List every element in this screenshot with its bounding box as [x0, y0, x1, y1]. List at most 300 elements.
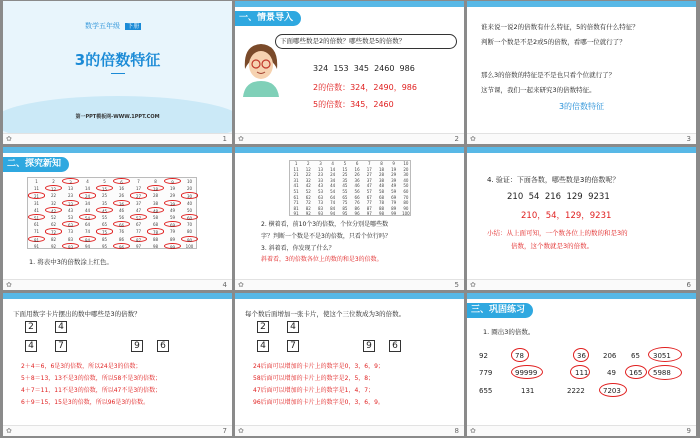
- grid-number: 47: [366, 183, 372, 189]
- answer-circle: [511, 348, 529, 362]
- answer-circle: [648, 347, 682, 362]
- grid-number: 37: [366, 177, 372, 183]
- grid-number: 66: [113, 221, 130, 227]
- paragraph-4: 这节课，我们一起来研究3的倍数特征。: [481, 86, 596, 94]
- grid-number: 18: [147, 185, 164, 191]
- grid-number: 49: [391, 183, 397, 189]
- grid-number: 22: [50, 193, 57, 199]
- grid-number: 11: [33, 186, 40, 192]
- star-icon: ✿: [470, 427, 476, 435]
- slide-footer: [3, 279, 232, 290]
- grid-number: 59: [391, 189, 397, 194]
- paragraph-1: 谁来说一说2的倍数有什么特征，5的倍数有什么特征？: [481, 23, 639, 31]
- grid-number: 19: [169, 186, 176, 192]
- grid-number: 97: [135, 243, 142, 249]
- grid-number: 60: [181, 214, 198, 220]
- top-band: [467, 147, 696, 153]
- task-instruction: 1. 将表中3的倍数涂上红色。: [29, 258, 113, 266]
- star-icon: ✿: [6, 135, 12, 143]
- grid-number: 38: [378, 177, 385, 183]
- grid-number: 97: [366, 211, 372, 217]
- answer-circle: [599, 383, 627, 397]
- grid-number: 48: [378, 183, 385, 189]
- grid-number: 64: [84, 222, 91, 228]
- grid-number: 99: [164, 243, 181, 249]
- grid-number: 62: [305, 194, 311, 200]
- grid-number: 85: [342, 205, 348, 211]
- grid-number: 12: [305, 166, 311, 172]
- multiples-of-2-line: 2的倍数：324，2490，986: [313, 83, 417, 92]
- grid-number: 91: [293, 211, 299, 217]
- grid-number: 63: [317, 194, 324, 200]
- grid-number: 79: [169, 229, 176, 235]
- grid-number: 67: [135, 222, 142, 228]
- grid-number: 26: [118, 193, 125, 199]
- grid-number: 94: [330, 211, 336, 217]
- grid-number: 71: [293, 200, 299, 206]
- grid-number: 82: [50, 236, 57, 242]
- grid-number: 70: [186, 222, 193, 228]
- grid-number: 63: [62, 221, 79, 227]
- star-icon: ✿: [470, 135, 476, 143]
- solution-line-2: 58后面可以增加的卡片上的数字是2，5，8；: [253, 375, 375, 382]
- grid-number: 74: [330, 200, 336, 206]
- grid-number: 23: [67, 193, 74, 199]
- solution-line-4: 96后面可以增加的卡片上的数字是0，3，6，9。: [253, 399, 384, 406]
- grid-number: 72: [45, 228, 62, 234]
- digit-card: 9: [363, 340, 375, 352]
- title-divider: [111, 73, 125, 74]
- grid-number: 74: [84, 229, 91, 235]
- slide-9-thumbnail[interactable]: [467, 293, 696, 436]
- grid-number: 75: [96, 228, 113, 234]
- grid-number: 68: [378, 194, 385, 200]
- grid-number: 31: [293, 177, 299, 183]
- grid-number: 11: [293, 166, 299, 172]
- answer-circle: [625, 365, 647, 379]
- grid-number: 41: [293, 183, 299, 189]
- grid-number: 43: [67, 207, 74, 213]
- topic-heading: 3的倍数特征: [558, 102, 605, 111]
- number-item: 65: [631, 352, 640, 360]
- grid-number: 84: [79, 236, 96, 242]
- grid-number: 16: [118, 186, 125, 192]
- grid-number: 27: [366, 172, 372, 178]
- solution-line-1: 24后面可以增加的卡片上的数字是0，3，6，9；: [253, 363, 384, 370]
- grid-number: 6: [355, 161, 359, 166]
- number-list: 324 153 345 2460 986: [313, 64, 415, 73]
- grid-number: 88: [152, 236, 159, 242]
- grid-number: 86: [118, 236, 125, 242]
- grid-number: 28: [378, 172, 385, 178]
- grid-number: 1: [294, 161, 298, 166]
- grid-number: 2: [307, 161, 310, 166]
- star-icon: ✿: [6, 281, 12, 289]
- slide-footer: [3, 425, 232, 436]
- number-item: 2222: [567, 387, 585, 395]
- grid-number: 53: [67, 215, 74, 220]
- grid-number: 98: [152, 243, 159, 249]
- grid-number: 60: [403, 189, 409, 194]
- grid-number: 7: [368, 161, 371, 166]
- grid-number: 76: [118, 229, 125, 235]
- grid-number: 43: [317, 183, 324, 189]
- slide-number: 6: [686, 281, 691, 289]
- slide-1-thumbnail[interactable]: [3, 1, 232, 144]
- grid-number: 16: [354, 166, 360, 172]
- digit-card: 4: [55, 321, 67, 333]
- grid-number: 8: [380, 161, 383, 166]
- grid-number: 19: [391, 166, 397, 172]
- result-line: 210，54，129，9231: [521, 211, 612, 221]
- hundred-chart-small: [289, 160, 411, 216]
- number-item: 165: [629, 369, 643, 377]
- slide-footer: [467, 425, 696, 436]
- grid-number: 92: [50, 243, 57, 249]
- number-item: 78: [515, 352, 524, 360]
- grid-number: 39: [391, 177, 397, 183]
- grid-number: 36: [113, 200, 130, 206]
- solution-line-4: 6＋9＝15，15是3的倍数，所以96是3的倍数。: [21, 399, 150, 406]
- grid-number: 65: [101, 222, 108, 228]
- slide-7-thumbnail[interactable]: [3, 293, 232, 436]
- digit-card: 4: [257, 340, 269, 352]
- grid-number: 30: [403, 172, 409, 178]
- grid-number: 29: [169, 193, 176, 199]
- grid-number: 32: [50, 200, 57, 206]
- grid-number: 20: [186, 186, 193, 192]
- grid-number: 33: [62, 200, 79, 206]
- star-icon: ✿: [238, 281, 244, 289]
- grid-number: 17: [366, 166, 372, 172]
- grid-number: 34: [84, 200, 91, 206]
- grid-number: 8: [154, 179, 157, 184]
- grid-number: 96: [113, 243, 130, 249]
- grade-label: 数学五年级: [85, 22, 120, 30]
- digit-card: 2: [25, 321, 37, 333]
- grid-number: 100: [402, 211, 410, 217]
- grid-number: 73: [67, 229, 74, 235]
- grid-number: 79: [391, 200, 397, 206]
- grid-number: 10: [403, 161, 409, 166]
- grid-number: 23: [317, 172, 324, 178]
- grid-number: 52: [305, 189, 311, 194]
- grid-number: 95: [342, 211, 348, 217]
- number-item: 3051: [653, 352, 671, 360]
- number-item: 49: [607, 369, 616, 377]
- grid-number: 6: [113, 178, 130, 184]
- grid-number: 15: [342, 166, 348, 172]
- grid-number: 10: [186, 179, 193, 184]
- digit-card: 6: [389, 340, 401, 352]
- grid-number: 24: [79, 192, 96, 198]
- grid-number: 26: [354, 172, 360, 178]
- number-item: 5988: [653, 369, 671, 377]
- grid-number: 27: [130, 192, 147, 198]
- grid-number: 73: [317, 200, 324, 206]
- slide-footer: [467, 279, 696, 290]
- slide-number: 8: [454, 427, 459, 435]
- grid-number: 57: [366, 189, 372, 194]
- paragraph-2: 判断一个数是不是2或5的倍数，看哪一位就行了？: [481, 38, 626, 46]
- grid-number: 30: [181, 192, 198, 198]
- slide-number: 5: [454, 281, 459, 289]
- grid-number: 38: [152, 200, 159, 206]
- grid-number: 69: [164, 221, 181, 227]
- answer-text: 斜着看，3的倍数各位上的数的和是3的倍数。: [261, 256, 383, 263]
- grid-number: 35: [342, 177, 348, 183]
- task-instruction: 1. 圈出3的倍数。: [483, 328, 535, 336]
- grid-number: 44: [84, 207, 91, 213]
- grid-number: 18: [378, 166, 385, 172]
- grid-number: 68: [152, 222, 159, 228]
- section-header: 三、巩固练习: [467, 303, 533, 318]
- grid-number: 91: [33, 243, 40, 249]
- grade-badge: [85, 21, 141, 31]
- grid-number: 2: [52, 179, 55, 184]
- multiples-of-5-line: 5的倍数：345，2460: [313, 100, 394, 109]
- answer-circle: [648, 365, 682, 380]
- star-icon: ✿: [238, 427, 244, 435]
- star-icon: ✿: [238, 135, 244, 143]
- grid-number: 56: [118, 215, 125, 220]
- digit-card: 7: [287, 340, 299, 352]
- grid-number: 76: [354, 200, 360, 206]
- grid-number: 93: [317, 211, 324, 217]
- slide-footer: [235, 279, 464, 290]
- grid-number: 64: [330, 194, 336, 200]
- solution-line-3: 47后面可以增加的卡片上的数字是1，4，7；: [253, 387, 375, 394]
- grid-number: 87: [130, 236, 147, 242]
- top-band: [3, 293, 232, 299]
- grid-number: 84: [330, 205, 336, 211]
- grid-number: 55: [342, 189, 348, 194]
- hundred-chart: [27, 177, 197, 249]
- slide-2-thumbnail[interactable]: [235, 1, 464, 144]
- grid-number: 77: [135, 229, 142, 235]
- grid-number: 36: [354, 177, 360, 183]
- grid-number: 17: [135, 186, 142, 192]
- grid-number: 14: [330, 166, 336, 172]
- grid-number: 35: [101, 200, 108, 206]
- verify-prompt: 4. 验证：下面各数，哪些数是3的倍数呢？: [487, 176, 620, 184]
- number-item: 92: [479, 352, 488, 360]
- grid-number: 13: [317, 166, 324, 172]
- grid-number: 85: [101, 236, 108, 242]
- grid-number: 96: [354, 211, 360, 217]
- grid-number: 93: [62, 243, 79, 249]
- grid-number: 14: [84, 186, 91, 192]
- grid-number: 33: [317, 177, 324, 183]
- slide-6-thumbnail[interactable]: [467, 147, 696, 290]
- grid-number: 55: [101, 215, 108, 220]
- slide-number: 7: [222, 427, 227, 435]
- grid-number: 58: [378, 189, 385, 194]
- grid-number: 89: [391, 205, 397, 211]
- slide-footer: [235, 133, 464, 144]
- grid-number: 77: [366, 200, 372, 206]
- number-list: 210 54 216 129 9231: [507, 192, 610, 202]
- grid-number: 21: [28, 192, 45, 198]
- grid-number: 89: [169, 236, 176, 242]
- question-2a: 2. 横着看，前10个3的倍数，个位分别是哪些数: [261, 221, 389, 228]
- exercise-title: 下面用数字卡片摆出的数中哪些是3的倍数？: [13, 310, 141, 318]
- grid-number: 72: [305, 200, 311, 206]
- volume-tag: 下册: [127, 23, 140, 30]
- slide-number: 4: [222, 281, 227, 289]
- grid-number: 9: [392, 161, 395, 166]
- slide-8-thumbnail[interactable]: [235, 293, 464, 436]
- slide-footer: [235, 425, 464, 436]
- slide-4-thumbnail[interactable]: [3, 147, 232, 290]
- grid-number: 45: [342, 183, 348, 189]
- grid-number: 90: [403, 205, 409, 211]
- grid-number: 67: [366, 194, 372, 200]
- grid-number: 56: [354, 189, 360, 194]
- grid-number: 94: [84, 243, 91, 249]
- grid-number: 3: [62, 178, 79, 184]
- conclusion-line-2: 倍数，这个数就是3的倍数。: [511, 242, 594, 250]
- grid-number: 13: [67, 186, 74, 192]
- grid-number: 80: [186, 229, 193, 235]
- grid-number: 21: [293, 172, 299, 178]
- grid-number: 78: [147, 228, 164, 234]
- slide-number: 9: [686, 427, 691, 435]
- slide-number: 3: [686, 135, 691, 143]
- top-band: [3, 147, 232, 153]
- grid-number: 22: [305, 172, 311, 178]
- answer-circle: [511, 365, 543, 379]
- grid-number: 90: [181, 236, 198, 242]
- grid-number: 88: [378, 205, 385, 211]
- slide-number: 2: [454, 135, 459, 143]
- grid-number: 75: [342, 200, 348, 206]
- answer-circle: [570, 365, 590, 379]
- number-item: 655: [479, 387, 493, 395]
- star-icon: ✿: [470, 281, 476, 289]
- grid-number: 32: [305, 177, 311, 183]
- grid-number: 20: [403, 166, 409, 172]
- top-band: [467, 1, 696, 7]
- teacher-avatar-icon: [239, 39, 283, 97]
- grid-number: 66: [354, 194, 360, 200]
- grid-number: 78: [378, 200, 385, 206]
- slide-number: 1: [222, 135, 227, 143]
- question-3: 3. 斜着看，你发现了什么？: [261, 245, 335, 252]
- grid-number: 50: [403, 183, 409, 189]
- grid-number: 61: [293, 194, 299, 200]
- grid-number: 46: [118, 207, 125, 213]
- section-header: 二、探究新知: [3, 157, 69, 172]
- grid-number: 46: [354, 183, 360, 189]
- grid-number: 62: [50, 222, 57, 228]
- grid-number: 29: [391, 172, 397, 178]
- digit-card: 6: [157, 340, 169, 352]
- grid-number: 99: [391, 211, 397, 217]
- digit-card: 4: [25, 340, 37, 352]
- question-2b: 字？判断一个数是不是3的倍数，只看个位行吗？: [261, 233, 391, 240]
- conclusion-line-1: 小结：从上面可知，一个数各位上的数的和是3的: [487, 229, 628, 237]
- star-icon: ✿: [6, 427, 12, 435]
- grid-number: 47: [135, 207, 142, 213]
- slide-5-thumbnail[interactable]: [235, 147, 464, 290]
- digit-card: 2: [257, 321, 269, 333]
- grid-number: 37: [135, 200, 142, 206]
- grid-number: 81: [293, 205, 299, 211]
- grid-number: 65: [342, 194, 348, 200]
- number-item: 7203: [603, 387, 621, 395]
- grid-number: 40: [186, 200, 193, 206]
- grid-number: 4: [331, 161, 334, 166]
- solution-line-1: 2＋4＝6，6是3的倍数，所以24是3的倍数；: [21, 363, 142, 370]
- grid-number: 82: [305, 205, 311, 211]
- grid-number: 98: [378, 211, 385, 217]
- grid-number: 83: [67, 236, 74, 242]
- question-bubble: 下面哪些数是2的倍数？哪些数是5的倍数？: [275, 34, 457, 49]
- grid-number: 100: [185, 243, 194, 249]
- number-item: 111: [575, 369, 589, 377]
- grid-number: 51: [28, 214, 45, 220]
- grid-number: 69: [391, 194, 397, 200]
- grid-number: 31: [33, 200, 40, 206]
- digit-card: 4: [287, 321, 299, 333]
- grid-number: 95: [101, 243, 108, 249]
- grid-number: 25: [101, 193, 108, 199]
- top-band: [235, 147, 464, 153]
- grid-number: 9: [164, 178, 181, 184]
- grid-number: 53: [317, 189, 324, 194]
- slide-footer: [467, 133, 696, 144]
- grid-number: 71: [33, 229, 40, 235]
- exercise-title: 每个数后面增加一张卡片，使这个三位数成为3的倍数。: [245, 310, 406, 318]
- grid-number: 61: [33, 222, 40, 228]
- grid-number: 54: [79, 214, 96, 220]
- grid-number: 48: [147, 207, 164, 213]
- grid-number: 80: [403, 200, 409, 206]
- top-band: [467, 293, 696, 299]
- grid-number: 45: [96, 207, 113, 213]
- grid-number: 15: [96, 185, 113, 191]
- paragraph-3: 那么3的倍数的特征是不是也只看个位就行了？: [481, 71, 616, 79]
- grid-number: 58: [152, 215, 159, 220]
- slide-footer: [3, 133, 232, 144]
- grid-number: 7: [137, 179, 140, 184]
- grid-number: 34: [330, 177, 336, 183]
- grid-number: 5: [103, 179, 106, 184]
- digit-card: 7: [55, 340, 67, 352]
- grid-number: 44: [330, 183, 336, 189]
- grid-number: 28: [152, 193, 159, 199]
- section-header: 一、情景导入: [235, 11, 301, 26]
- number-item: 36: [577, 352, 586, 360]
- grid-number: 70: [403, 194, 409, 200]
- grid-number: 1: [35, 179, 38, 184]
- top-band: [235, 1, 464, 7]
- answer-circle: [573, 348, 589, 362]
- grid-number: 3: [319, 161, 322, 166]
- grid-number: 86: [354, 205, 360, 211]
- slide-3-thumbnail[interactable]: [467, 1, 696, 144]
- grid-number: 24: [330, 172, 336, 178]
- number-item: 779: [479, 369, 493, 377]
- lesson-title: 3的倍数特征: [74, 51, 161, 69]
- grid-number: 87: [366, 205, 372, 211]
- grid-number: 83: [317, 205, 324, 211]
- grid-number: 59: [169, 215, 176, 220]
- grid-number: 49: [169, 207, 176, 213]
- grid-number: 57: [130, 214, 147, 220]
- solution-line-3: 4＋7＝11，11不是3的倍数，所以47不是3的倍数；: [21, 387, 162, 394]
